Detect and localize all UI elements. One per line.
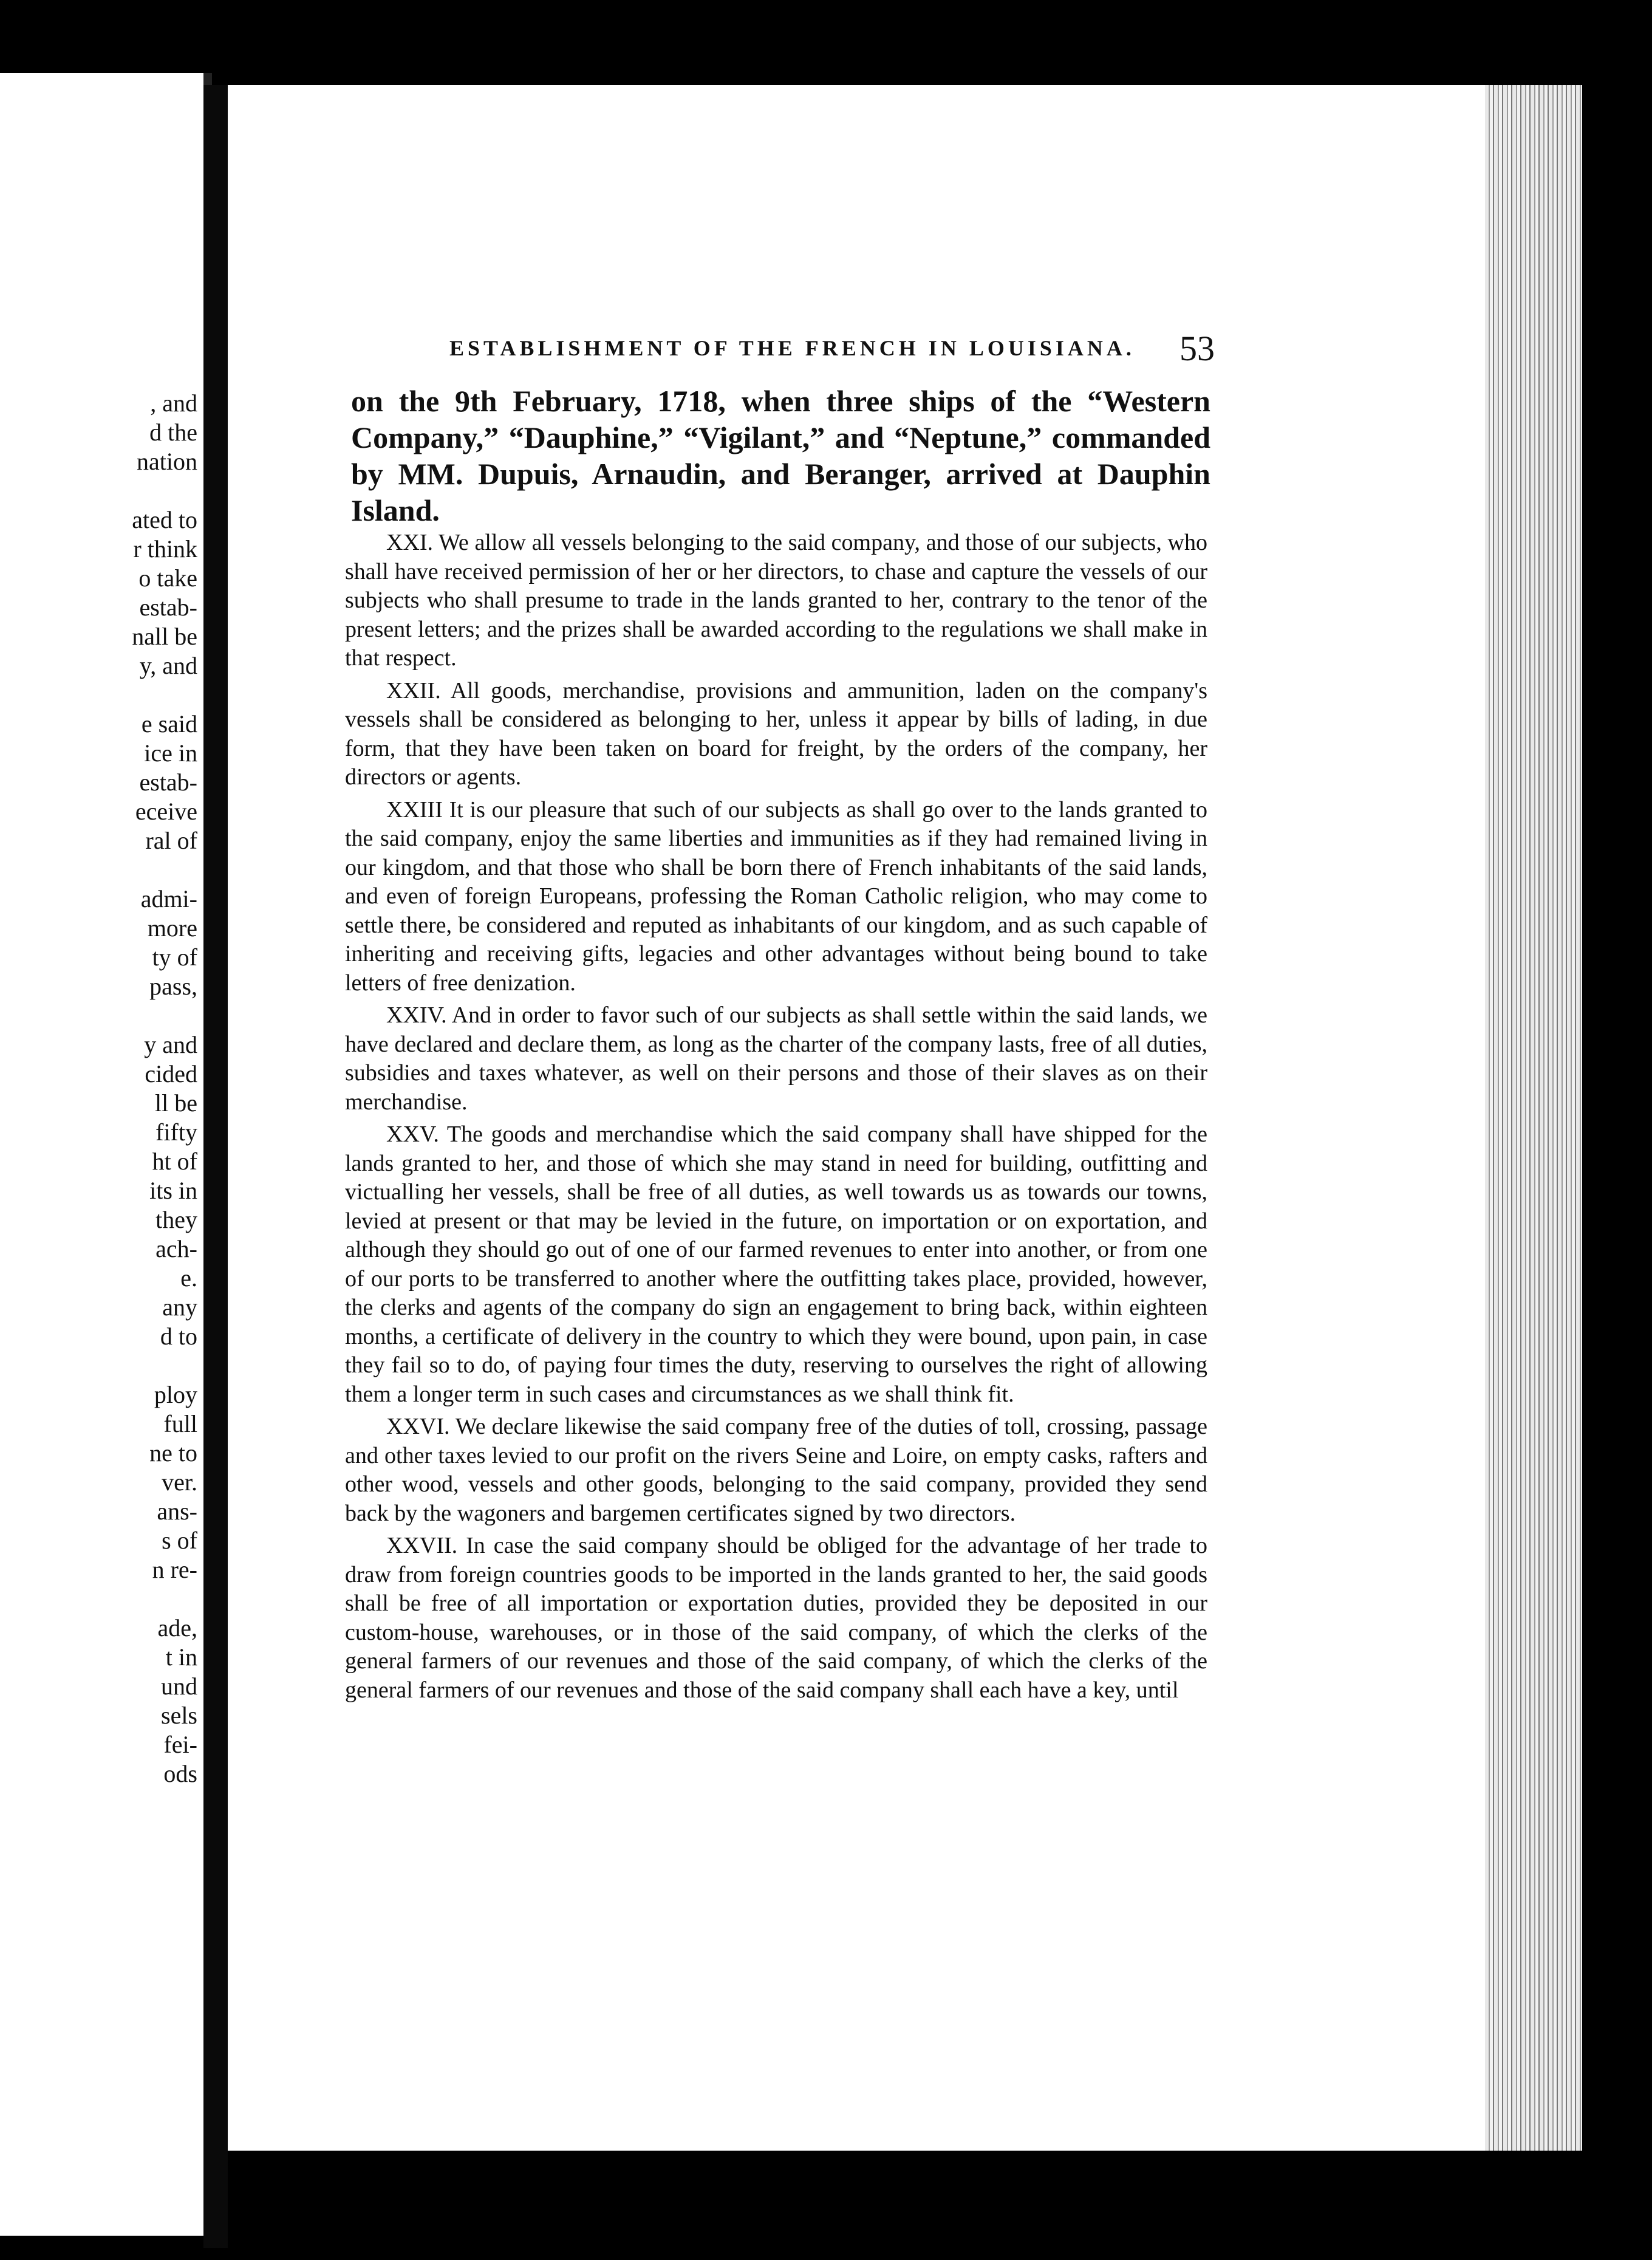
left-page-line: ice in xyxy=(144,739,197,767)
left-page-line: d to xyxy=(160,1323,197,1350)
left-page-line: ploy xyxy=(154,1381,197,1408)
article-text: The goods and merchandise which the said company shall have shipped for the lands granted to her, and those of which she may stand in need for building, outfitting and victualling her vessels, shall be free of all duties, as well towards us as towards our towns, levied at present or that may be levied in the future, on importation or on exportation, and although they should go out of one of our farmed revenues to enter into another, or from one of our ports to be transferred to another where the outfitting takes place, provided, however, the clerks and agents of the company do sign an engagement to bring back, within eighteen months, a certificate of delivery in the country to which they were bound, upon pain, in case they fail so to do, of paying four times the duty, reserving to ourselves the right of allowing them a longer term in such cases and circumstances as we shall think fit. xyxy=(345,1121,1207,1407)
left-page-line: admi- xyxy=(140,885,197,913)
left-page-line: they xyxy=(155,1206,197,1233)
left-page-line: fei- xyxy=(163,1731,197,1758)
article-text: In case the said company should be obliged for the advantage of her trade to draw from foreign countries goods to be imported in the lands granted to her, the said goods shall be free of all importation or exportation duties, provided they be deposited in our custom-house, warehouses, or in those of the said company, of which the clerks of the general farmers of our revenues and those of the said company, of which the clerks of the general farmers of our revenues and those of the said company shall each have a key, until xyxy=(345,1533,1208,1703)
article-numeral: XXVI. xyxy=(386,1414,450,1439)
article-numeral: XXVII. xyxy=(386,1533,458,1558)
left-page-line: ver. xyxy=(162,1468,197,1496)
left-page-line: t in xyxy=(165,1643,197,1671)
article-paragraph xyxy=(345,677,1207,792)
article-numeral: XXI. xyxy=(386,530,434,555)
left-page-line: ty of xyxy=(152,943,197,971)
running-head xyxy=(449,328,1215,377)
left-page-line: n re- xyxy=(152,1556,197,1583)
left-page-line: ade, xyxy=(157,1614,197,1642)
left-page-line: any xyxy=(162,1293,197,1321)
left-page-line: its in xyxy=(149,1177,197,1204)
articles xyxy=(345,529,1207,1708)
article-paragraph xyxy=(345,529,1207,673)
left-page-line: eceive xyxy=(135,798,197,825)
article-text: All goods, merchandise, provisions and ammunition, laden on the company's vessels shall be considered as belonging to her, unless it appear by bills of lading, in due form, that they have been taken on board for freight, by the orders of the company, her directors or agents. xyxy=(345,677,1207,790)
page-edges xyxy=(1485,85,1582,2151)
left-page-line: s of xyxy=(162,1527,197,1554)
left-page-line: ht of xyxy=(152,1148,197,1175)
left-page-line: y and xyxy=(144,1031,197,1058)
article-paragraph xyxy=(345,1120,1207,1409)
article-numeral: XXV. xyxy=(386,1121,439,1147)
article-paragraph xyxy=(345,1412,1207,1528)
left-page-line: cided xyxy=(145,1060,197,1087)
page-number: 53 xyxy=(1179,329,1215,368)
left-page-line: estab- xyxy=(139,769,197,796)
running-title: ESTABLISHMENT OF THE FRENCH IN LOUISIANA. xyxy=(449,336,1135,360)
left-page-line: sels xyxy=(161,1702,197,1729)
left-page-line: d the xyxy=(149,419,197,446)
left-page-line: ne to xyxy=(149,1439,197,1467)
left-page-line: ach- xyxy=(155,1235,197,1262)
left-page-line: pass, xyxy=(149,973,197,1000)
left-page-line: ods xyxy=(163,1760,197,1787)
left-page xyxy=(0,73,212,2236)
article-text: We allow all vessels belonging to the said company, and those of our subjects, who shall have received permission of her or her directors, to chase and capture the vessels of our subjects who shall presume to trade in the lands granted to her, contrary to the tenor of the present letters; and the prizes shall be awarded according to the regulations we shall make in that respect. xyxy=(345,530,1207,671)
article-paragraph xyxy=(345,1001,1207,1117)
left-page-line: full xyxy=(163,1410,197,1437)
article-paragraph xyxy=(345,796,1207,998)
left-page-line: o take xyxy=(138,564,197,592)
left-page-line: e. xyxy=(180,1264,197,1292)
article-text: We declare likewise the said company free of the duties of toll, crossing, passage and other taxes levied to our profit on the rivers Seine and Loire, on empty casks, rafters and other wood, vessels and other goods, belonging to the said company, provided they send back by the wagoners and bargemen certificates signed by two directors. xyxy=(345,1414,1207,1526)
article-numeral: XXII. xyxy=(386,677,441,704)
article-numeral: XXIII xyxy=(386,796,443,823)
left-page-line: ral of xyxy=(145,827,197,854)
left-page-line: e said xyxy=(141,710,197,738)
article-text: And in order to favor such of our subjects as shall settle within the said lands, we have declared and declare them, as long as the charter of the company lasts, free of all duties, subsidies and taxes whatever, as well on their persons and those of their slaves as on their merchandise. xyxy=(345,1002,1208,1115)
left-page-line: y, and xyxy=(139,652,197,679)
left-page-line: ll be xyxy=(155,1089,197,1117)
article-paragraph xyxy=(345,1532,1207,1705)
left-page-line: more xyxy=(147,914,197,942)
article-text: It is our pleasure that such of our subjects as shall go over to the lands granted to the said company, enjoy the same liberties and immunities as if they had remained living in our kingdom, and that those who shall be born there of French inhabitants of the said lands, and even of foreign Europeans, professing the Roman Catholic religion, who may come to settle there, be considered and reputed as inhabitants of our kingdom, and as such capable of inheriting and receiving gifts, legacies and other advantages without being bound to take letters of free denization. xyxy=(345,796,1208,996)
left-page-line: ated to xyxy=(132,506,197,533)
lead-paragraph: on the 9th February, 1718, when three ships of the “Western Company,” “Dauphine,” “Vigilant,” and “Neptune,” commanded by MM. Dupuis, Arnaudin, and Beranger, arrived at Dauphin Island. xyxy=(351,384,1210,527)
left-page-line: nall be xyxy=(132,623,197,650)
left-page-line: r think xyxy=(133,535,197,563)
left-page-line: , and xyxy=(150,389,197,417)
left-page-line: nation xyxy=(137,448,197,475)
left-page-line: und xyxy=(161,1673,197,1700)
book-gutter xyxy=(203,85,228,2248)
left-page-line: estab- xyxy=(139,594,197,621)
left-page-line: ans- xyxy=(157,1498,197,1525)
left-page-line: fifty xyxy=(155,1118,197,1146)
article-numeral: XXIV. xyxy=(386,1002,447,1028)
